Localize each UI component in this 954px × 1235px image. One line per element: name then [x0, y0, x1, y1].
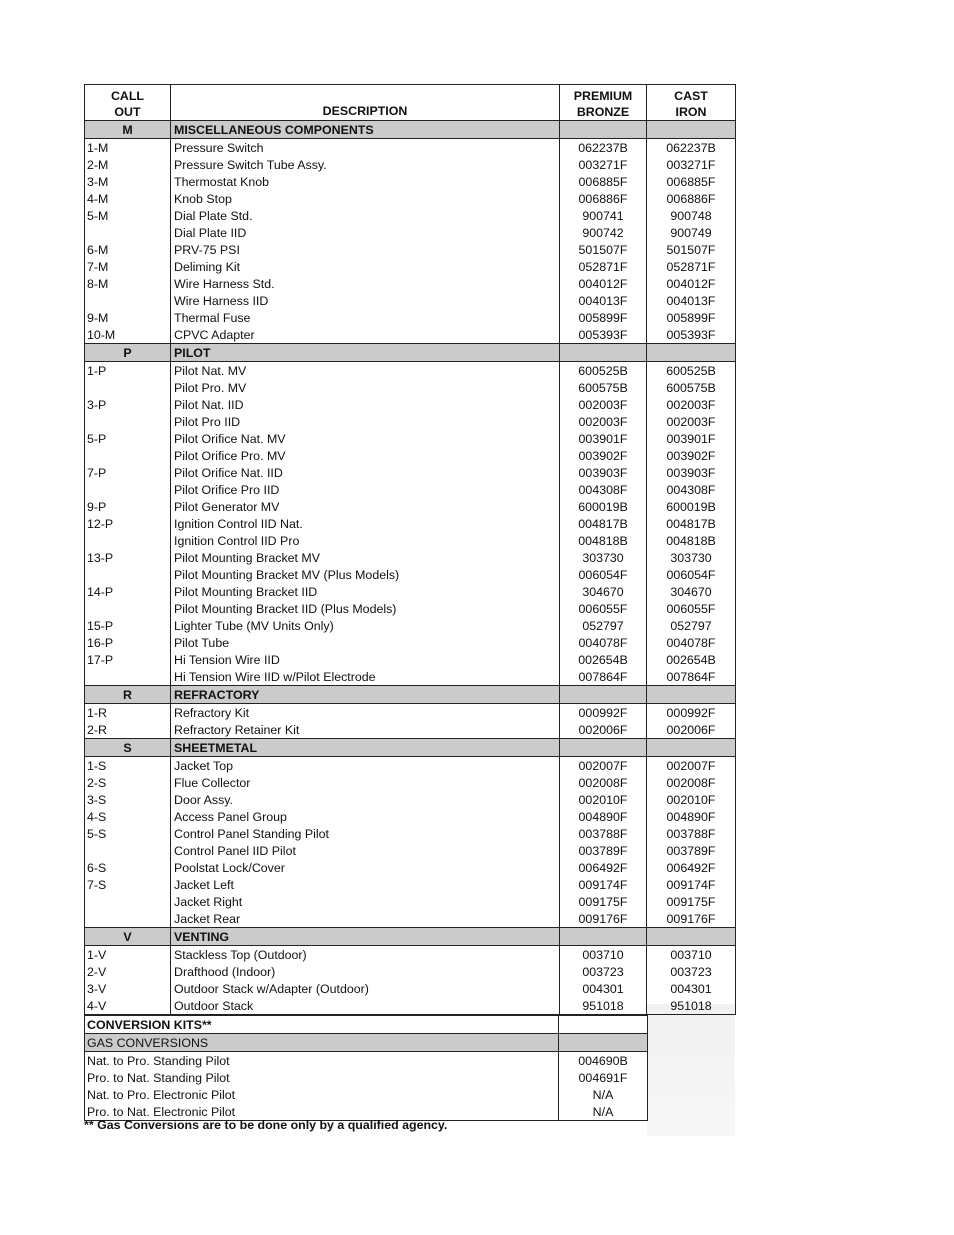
conversion-subtitle-row: [85, 1034, 648, 1052]
conversion-title-blank: [559, 1016, 648, 1034]
conversion-title: CONVERSION KITS**: [85, 1016, 559, 1034]
part-row: [85, 532, 736, 549]
scan-shadow: [647, 1004, 735, 1136]
part-callout: [85, 532, 171, 549]
part-row: [85, 825, 736, 842]
part-number-bronze: 951018: [560, 997, 647, 1015]
part-callout: 9-M: [85, 309, 171, 326]
part-description: Refractory Retainer Kit: [171, 721, 560, 739]
part-row: [85, 910, 736, 928]
section-blank: [560, 344, 647, 362]
part-description: Ignition Control IID Pro: [171, 532, 560, 549]
conversion-label: Nat. to Pro. Standing Pilot: [85, 1052, 559, 1070]
part-callout: 1-V: [85, 946, 171, 964]
part-description: Pilot Nat. MV: [171, 362, 560, 380]
part-row: [85, 617, 736, 634]
part-row: [85, 842, 736, 859]
part-row: [85, 481, 736, 498]
part-description: Pilot Orifice Nat. IID: [171, 464, 560, 481]
part-callout: 5-P: [85, 430, 171, 447]
part-description: Jacket Right: [171, 893, 560, 910]
section-blank: [560, 121, 647, 139]
part-callout: 2-R: [85, 721, 171, 739]
part-number-bronze: 900741: [560, 207, 647, 224]
part-number-bronze: 600575B: [560, 379, 647, 396]
part-row: [85, 447, 736, 464]
part-row: [85, 464, 736, 481]
part-description: Dial Plate Std.: [171, 207, 560, 224]
header-premium-bronze: PREMIUM BRONZE: [560, 85, 647, 121]
part-description: Wire Harness Std.: [171, 275, 560, 292]
section-header: [85, 928, 736, 946]
part-callout: 5-M: [85, 207, 171, 224]
part-number-bronze: 004818B: [560, 532, 647, 549]
part-description: Knob Stop: [171, 190, 560, 207]
part-description: Outdoor Stack w/Adapter (Outdoor): [171, 980, 560, 997]
part-number-iron: 002003F: [647, 413, 736, 430]
part-callout: 8-M: [85, 275, 171, 292]
part-callout: [85, 668, 171, 686]
part-number-iron: 005899F: [647, 309, 736, 326]
part-number-bronze: 006886F: [560, 190, 647, 207]
part-number-bronze: 002010F: [560, 791, 647, 808]
part-row: [85, 258, 736, 275]
part-row: [85, 190, 736, 207]
part-description: Pressure Switch: [171, 139, 560, 157]
part-callout: 2-S: [85, 774, 171, 791]
section-blank: [647, 686, 736, 704]
part-number-iron: 009176F: [647, 910, 736, 928]
part-callout: 14-P: [85, 583, 171, 600]
part-description: Thermal Fuse: [171, 309, 560, 326]
part-description: Door Assy.: [171, 791, 560, 808]
part-number-bronze: 002654B: [560, 651, 647, 668]
part-callout: 12-P: [85, 515, 171, 532]
section-title: PILOT: [171, 344, 560, 362]
part-number-bronze: 003723: [560, 963, 647, 980]
part-description: Pilot Mounting Bracket IID: [171, 583, 560, 600]
part-number-bronze: 003902F: [560, 447, 647, 464]
section-header: [85, 344, 736, 362]
header-callout: CALL OUT: [85, 85, 171, 121]
part-row: [85, 808, 736, 825]
part-callout: 1-P: [85, 362, 171, 380]
part-row: [85, 326, 736, 344]
part-number-iron: 004012F: [647, 275, 736, 292]
header-description: DESCRIPTION: [171, 85, 560, 121]
part-description: Pilot Orifice Pro. MV: [171, 447, 560, 464]
part-description: Refractory Kit: [171, 704, 560, 722]
section-blank: [647, 121, 736, 139]
part-number-bronze: 006885F: [560, 173, 647, 190]
part-number-bronze: 600019B: [560, 498, 647, 515]
part-number-iron: 000992F: [647, 704, 736, 722]
part-row: [85, 791, 736, 808]
part-row: [85, 876, 736, 893]
part-row: [85, 980, 736, 997]
part-number-iron: 006885F: [647, 173, 736, 190]
part-description: Hi Tension Wire IID w/Pilot Electrode: [171, 668, 560, 686]
part-number-iron: 002010F: [647, 791, 736, 808]
section-code: S: [85, 739, 171, 757]
part-number-iron: 501507F: [647, 241, 736, 258]
part-number-iron: 052871F: [647, 258, 736, 275]
part-number-bronze: 304670: [560, 583, 647, 600]
part-number-bronze: 052871F: [560, 258, 647, 275]
part-number-iron: 002006F: [647, 721, 736, 739]
part-row: [85, 757, 736, 775]
part-row: [85, 309, 736, 326]
part-number-bronze: 003789F: [560, 842, 647, 859]
part-row: [85, 651, 736, 668]
part-number-iron: 003789F: [647, 842, 736, 859]
part-number-iron: 900748: [647, 207, 736, 224]
part-row: [85, 292, 736, 309]
conversion-row: [85, 1086, 648, 1103]
part-row: [85, 774, 736, 791]
section-title: REFRACTORY: [171, 686, 560, 704]
part-callout: 1-R: [85, 704, 171, 722]
part-description: Pilot Nat. IID: [171, 396, 560, 413]
part-row: [85, 583, 736, 600]
part-description: Jacket Top: [171, 757, 560, 775]
part-number-bronze: 002003F: [560, 413, 647, 430]
section-title: VENTING: [171, 928, 560, 946]
part-number-iron: 009174F: [647, 876, 736, 893]
part-number-iron: 003902F: [647, 447, 736, 464]
part-number-iron: 003723: [647, 963, 736, 980]
part-number-bronze: 006492F: [560, 859, 647, 876]
part-callout: [85, 481, 171, 498]
part-number-iron: 004818B: [647, 532, 736, 549]
part-number-bronze: 009176F: [560, 910, 647, 928]
part-number-bronze: 003271F: [560, 156, 647, 173]
part-number-bronze: 004078F: [560, 634, 647, 651]
part-row: [85, 139, 736, 157]
part-description: Pilot Mounting Bracket MV: [171, 549, 560, 566]
part-callout: 7-P: [85, 464, 171, 481]
conversion-rows: [85, 1052, 648, 1121]
part-row: [85, 704, 736, 722]
part-description: CPVC Adapter: [171, 326, 560, 344]
part-row: [85, 173, 736, 190]
part-number-iron: 600575B: [647, 379, 736, 396]
part-number-iron: 052797: [647, 617, 736, 634]
part-row: [85, 430, 736, 447]
part-number-iron: 003710: [647, 946, 736, 964]
part-row: [85, 515, 736, 532]
part-description: Pilot Pro IID: [171, 413, 560, 430]
part-number-bronze: 501507F: [560, 241, 647, 258]
section-title: SHEETMETAL: [171, 739, 560, 757]
part-number-iron: 004301: [647, 980, 736, 997]
part-row: [85, 963, 736, 980]
part-row: [85, 946, 736, 964]
part-number-iron: 004817B: [647, 515, 736, 532]
conversion-part-number: 004690B: [559, 1052, 648, 1070]
part-number-iron: 002003F: [647, 396, 736, 413]
part-description: Outdoor Stack: [171, 997, 560, 1015]
section-header: [85, 686, 736, 704]
parts-table-body: [85, 121, 736, 1015]
part-callout: 10-M: [85, 326, 171, 344]
part-description: Thermostat Knob: [171, 173, 560, 190]
part-row: [85, 241, 736, 258]
section-blank: [560, 686, 647, 704]
part-row: [85, 413, 736, 430]
part-callout: [85, 893, 171, 910]
part-number-bronze: 009175F: [560, 893, 647, 910]
part-callout: 9-P: [85, 498, 171, 515]
part-callout: 1-M: [85, 139, 171, 157]
conversion-title-row: [85, 1016, 648, 1034]
part-callout: 15-P: [85, 617, 171, 634]
part-callout: 6-M: [85, 241, 171, 258]
part-description: Pilot Orifice Nat. MV: [171, 430, 560, 447]
part-description: Jacket Left: [171, 876, 560, 893]
part-row: [85, 668, 736, 686]
part-number-iron: 304670: [647, 583, 736, 600]
part-number-iron: 003903F: [647, 464, 736, 481]
part-number-iron: 002007F: [647, 757, 736, 775]
part-callout: [85, 600, 171, 617]
part-callout: 3-M: [85, 173, 171, 190]
part-description: Lighter Tube (MV Units Only): [171, 617, 560, 634]
part-row: [85, 275, 736, 292]
section-blank: [560, 739, 647, 757]
part-callout: 2-M: [85, 156, 171, 173]
part-description: Flue Collector: [171, 774, 560, 791]
part-callout: 5-S: [85, 825, 171, 842]
part-number-iron: 006886F: [647, 190, 736, 207]
part-number-bronze: 002003F: [560, 396, 647, 413]
part-description: PRV-75 PSI: [171, 241, 560, 258]
part-description: Control Panel Standing Pilot: [171, 825, 560, 842]
part-description: Pilot Generator MV: [171, 498, 560, 515]
conversion-subtitle: GAS CONVERSIONS: [85, 1034, 559, 1052]
part-callout: 7-M: [85, 258, 171, 275]
part-row: [85, 893, 736, 910]
section-blank: [647, 928, 736, 946]
part-row: [85, 721, 736, 739]
part-description: Pilot Mounting Bracket MV (Plus Models): [171, 566, 560, 583]
part-callout: [85, 292, 171, 309]
part-number-iron: 600019B: [647, 498, 736, 515]
part-number-bronze: 000992F: [560, 704, 647, 722]
part-description: Control Panel IID Pilot: [171, 842, 560, 859]
part-callout: [85, 842, 171, 859]
part-callout: 4-V: [85, 997, 171, 1015]
part-row: [85, 224, 736, 241]
part-description: Pilot Mounting Bracket IID (Plus Models): [171, 600, 560, 617]
part-number-iron: 005393F: [647, 326, 736, 344]
part-description: Ignition Control IID Nat.: [171, 515, 560, 532]
part-number-iron: 004308F: [647, 481, 736, 498]
section-code: P: [85, 344, 171, 362]
part-number-iron: 003271F: [647, 156, 736, 173]
part-row: [85, 634, 736, 651]
header-cast-iron: CAST IRON: [647, 85, 736, 121]
section-header: [85, 739, 736, 757]
conversion-part-number: N/A: [559, 1086, 648, 1103]
part-callout: 17-P: [85, 651, 171, 668]
conversion-subtitle-blank: [559, 1034, 648, 1052]
part-number-iron: 006054F: [647, 566, 736, 583]
part-number-bronze: 007864F: [560, 668, 647, 686]
part-number-bronze: 303730: [560, 549, 647, 566]
conversion-part-number: N/A: [559, 1103, 648, 1121]
conversion-kits-table: [84, 1015, 648, 1121]
part-number-bronze: 004890F: [560, 808, 647, 825]
part-row: [85, 396, 736, 413]
part-description: Pressure Switch Tube Assy.: [171, 156, 560, 173]
part-description: Stackless Top (Outdoor): [171, 946, 560, 964]
part-row: [85, 156, 736, 173]
part-description: Poolstat Lock/Cover: [171, 859, 560, 876]
part-number-bronze: 002007F: [560, 757, 647, 775]
part-row: [85, 566, 736, 583]
part-callout: 13-P: [85, 549, 171, 566]
part-number-iron: 004078F: [647, 634, 736, 651]
part-callout: 2-V: [85, 963, 171, 980]
conversion-label: Pro. to Nat. Electronic Pilot: [85, 1103, 559, 1121]
part-description: Pilot Tube: [171, 634, 560, 651]
part-number-bronze: 003901F: [560, 430, 647, 447]
part-number-bronze: 003788F: [560, 825, 647, 842]
part-number-iron: 006055F: [647, 600, 736, 617]
conversion-label: Nat. to Pro. Electronic Pilot: [85, 1086, 559, 1103]
part-callout: [85, 379, 171, 396]
part-number-iron: 600525B: [647, 362, 736, 380]
part-row: [85, 379, 736, 396]
part-number-bronze: 003710: [560, 946, 647, 964]
parts-table-header: [85, 85, 736, 121]
part-number-iron: 002654B: [647, 651, 736, 668]
part-callout: 3-V: [85, 980, 171, 997]
part-row: [85, 362, 736, 380]
part-row: [85, 600, 736, 617]
part-callout: 4-M: [85, 190, 171, 207]
conversion-row: [85, 1052, 648, 1070]
part-callout: 4-S: [85, 808, 171, 825]
part-number-iron: 004013F: [647, 292, 736, 309]
section-blank: [560, 928, 647, 946]
part-number-iron: 062237B: [647, 139, 736, 157]
part-number-bronze: 002006F: [560, 721, 647, 739]
part-description: Dial Plate IID: [171, 224, 560, 241]
footnote: ** Gas Conversions are to be done only by a qualified agency.: [84, 1118, 448, 1132]
part-callout: [85, 566, 171, 583]
part-number-iron: 002008F: [647, 774, 736, 791]
part-description: Access Panel Group: [171, 808, 560, 825]
part-row: [85, 207, 736, 224]
part-callout: [85, 447, 171, 464]
part-description: Pilot Pro. MV: [171, 379, 560, 396]
part-number-iron: 003788F: [647, 825, 736, 842]
section-blank: [647, 739, 736, 757]
part-number-iron: 006492F: [647, 859, 736, 876]
part-callout: 1-S: [85, 757, 171, 775]
part-row: [85, 997, 736, 1015]
part-callout: 6-S: [85, 859, 171, 876]
part-number-bronze: 062237B: [560, 139, 647, 157]
part-number-bronze: 006055F: [560, 600, 647, 617]
conversion-row: [85, 1069, 648, 1086]
part-description: Jacket Rear: [171, 910, 560, 928]
section-code: M: [85, 121, 171, 139]
part-number-bronze: 004817B: [560, 515, 647, 532]
conversion-label: Pro. to Nat. Standing Pilot: [85, 1069, 559, 1086]
part-number-bronze: 004308F: [560, 481, 647, 498]
section-title: MISCELLANEOUS COMPONENTS: [171, 121, 560, 139]
part-number-bronze: 005899F: [560, 309, 647, 326]
part-callout: [85, 224, 171, 241]
part-number-bronze: 002008F: [560, 774, 647, 791]
part-callout: 3-P: [85, 396, 171, 413]
part-description: Pilot Orifice Pro IID: [171, 481, 560, 498]
section-code: V: [85, 928, 171, 946]
part-description: Wire Harness IID: [171, 292, 560, 309]
part-number-iron: 900749: [647, 224, 736, 241]
part-number-bronze: 006054F: [560, 566, 647, 583]
part-description: Drafthood (Indoor): [171, 963, 560, 980]
part-callout: 3-S: [85, 791, 171, 808]
parts-table: [84, 84, 736, 1015]
part-number-iron: 303730: [647, 549, 736, 566]
part-row: [85, 549, 736, 566]
part-number-bronze: 900742: [560, 224, 647, 241]
part-callout: [85, 413, 171, 430]
section-code: R: [85, 686, 171, 704]
section-blank: [647, 344, 736, 362]
part-number-iron: 004890F: [647, 808, 736, 825]
part-row: [85, 859, 736, 876]
conversion-part-number: 004691F: [559, 1069, 648, 1086]
part-number-bronze: 005393F: [560, 326, 647, 344]
part-number-bronze: 003903F: [560, 464, 647, 481]
part-description: Hi Tension Wire IID: [171, 651, 560, 668]
part-callout: 16-P: [85, 634, 171, 651]
part-number-bronze: 600525B: [560, 362, 647, 380]
part-number-iron: 951018: [647, 997, 736, 1015]
part-number-bronze: 009174F: [560, 876, 647, 893]
part-row: [85, 498, 736, 515]
part-number-iron: 003901F: [647, 430, 736, 447]
part-number-bronze: 004301: [560, 980, 647, 997]
part-callout: [85, 910, 171, 928]
part-callout: 7-S: [85, 876, 171, 893]
part-number-iron: 007864F: [647, 668, 736, 686]
part-number-bronze: 004012F: [560, 275, 647, 292]
part-number-bronze: 052797: [560, 617, 647, 634]
part-number-bronze: 004013F: [560, 292, 647, 309]
part-description: Deliming Kit: [171, 258, 560, 275]
part-number-iron: 009175F: [647, 893, 736, 910]
section-header: [85, 121, 736, 139]
